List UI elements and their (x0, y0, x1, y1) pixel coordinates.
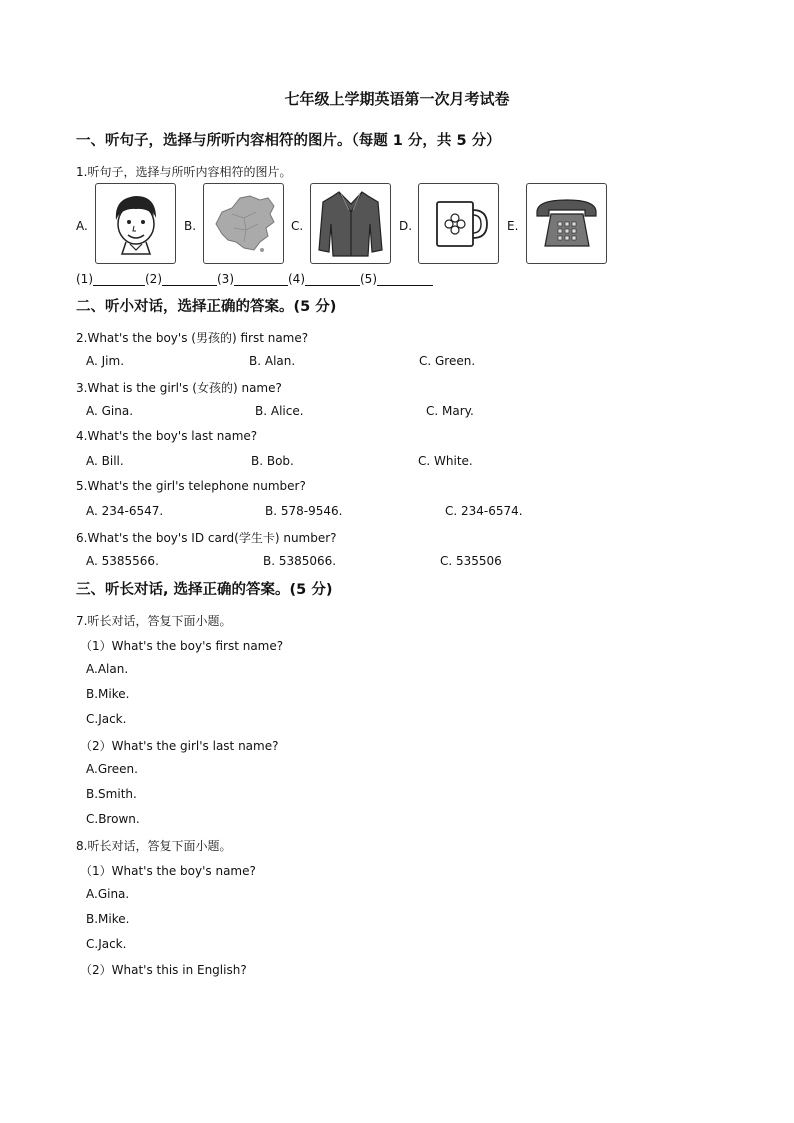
question-6-option-b[interactable]: B. 5385066. (263, 554, 337, 568)
telephone-icon (526, 183, 607, 264)
question-4-option-a[interactable]: A. Bill. (86, 454, 124, 468)
question-3-option-b[interactable]: B. Alice. (255, 404, 304, 418)
question-8-sub-2: （2）What's this in English? (80, 963, 247, 977)
china-map-icon (203, 183, 284, 264)
option-a-label: A. (76, 219, 88, 233)
blank-label-3: (3) (217, 272, 234, 286)
question-7-sub-2-option-a[interactable]: A.Green. (86, 762, 138, 776)
picture-options (76, 183, 636, 265)
question-6-prompt: 6.What's the boy's ID card(学生卡) number? (76, 531, 337, 545)
question-2-option-c[interactable]: C. Green. (419, 354, 476, 368)
question-6-option-c[interactable]: C. 535506 (440, 554, 502, 568)
question-4-prompt: 4.What's the boy's last name? (76, 429, 258, 443)
question-1-prompt: 1.听句子，选择与所听内容相符的图片。 (76, 165, 292, 179)
question-7-sub-1: （1）What's the boy's first name? (80, 639, 284, 653)
question-2-prompt: 2.What's the boy's (男孩的) first name? (76, 331, 309, 345)
question-7-sub-2-option-b[interactable]: B.Smith. (86, 787, 137, 801)
answer-blanks (76, 272, 433, 286)
question-7-prompt: 7.听长对话，答复下面小题。 (76, 614, 232, 628)
question-7-sub-2-option-c[interactable]: C.Brown. (86, 812, 140, 826)
section-1-heading: 一、听句子，选择与所听内容相符的图片。（每题 1 分，共 5 分） (76, 133, 501, 149)
blank-label-5: (5) (360, 272, 377, 286)
question-4-option-c[interactable]: C. White. (418, 454, 473, 468)
boy-face-icon (95, 183, 176, 264)
question-7-sub-1-option-b[interactable]: B.Mike. (86, 687, 130, 701)
question-6-option-a[interactable]: A. 5385566. (86, 554, 159, 568)
section-3-heading: 三、听长对话, 选择正确的答案。(5 分) (76, 582, 333, 598)
option-b-label: B. (184, 219, 197, 233)
question-8-sub-1: （1）What's the boy's name? (80, 864, 256, 878)
question-2-option-a[interactable]: A. Jim. (86, 354, 125, 368)
blank-label-1: (1) (76, 272, 93, 286)
mug-icon (418, 183, 499, 264)
blank-label-4: (4) (288, 272, 305, 286)
question-8-prompt: 8.听长对话，答复下面小题。 (76, 839, 232, 853)
jacket-icon (310, 183, 391, 264)
blank-1[interactable] (93, 272, 145, 286)
question-5-option-c[interactable]: C. 234-6574. (445, 504, 523, 518)
question-3-option-c[interactable]: C. Mary. (426, 404, 474, 418)
question-4-option-b[interactable]: B. Bob. (251, 454, 294, 468)
blank-label-2: (2) (145, 272, 162, 286)
question-7-sub-1-option-c[interactable]: C.Jack. (86, 712, 127, 726)
blank-3[interactable] (234, 272, 288, 286)
option-d-label: D. (399, 219, 413, 233)
question-8-sub-1-option-c[interactable]: C.Jack. (86, 937, 127, 951)
question-5-prompt: 5.What's the girl's telephone number? (76, 479, 306, 493)
blank-2[interactable] (162, 272, 217, 286)
question-3-prompt: 3.What is the girl's (女孩的) name? (76, 381, 282, 395)
question-3-option-a[interactable]: A. Gina. (86, 404, 134, 418)
question-5-option-a[interactable]: A. 234-6547. (86, 504, 164, 518)
page-title: 七年级上学期英语第一次月考试卷 (284, 90, 510, 108)
question-8-sub-1-option-a[interactable]: A.Gina. (86, 887, 130, 901)
question-7-sub-1-option-a[interactable]: A.Alan. (86, 662, 129, 676)
option-e-label: E. (507, 219, 519, 233)
question-7-sub-2: （2）What's the girl's last name? (80, 739, 279, 753)
question-8-sub-1-option-b[interactable]: B.Mike. (86, 912, 130, 926)
blank-4[interactable] (305, 272, 360, 286)
question-2-option-b[interactable]: B. Alan. (249, 354, 296, 368)
question-5-option-b[interactable]: B. 578-9546. (265, 504, 343, 518)
section-2-heading: 二、听小对话，选择正确的答案。(5 分) (76, 299, 337, 315)
blank-5[interactable] (377, 272, 433, 286)
option-c-label: C. (291, 219, 304, 233)
